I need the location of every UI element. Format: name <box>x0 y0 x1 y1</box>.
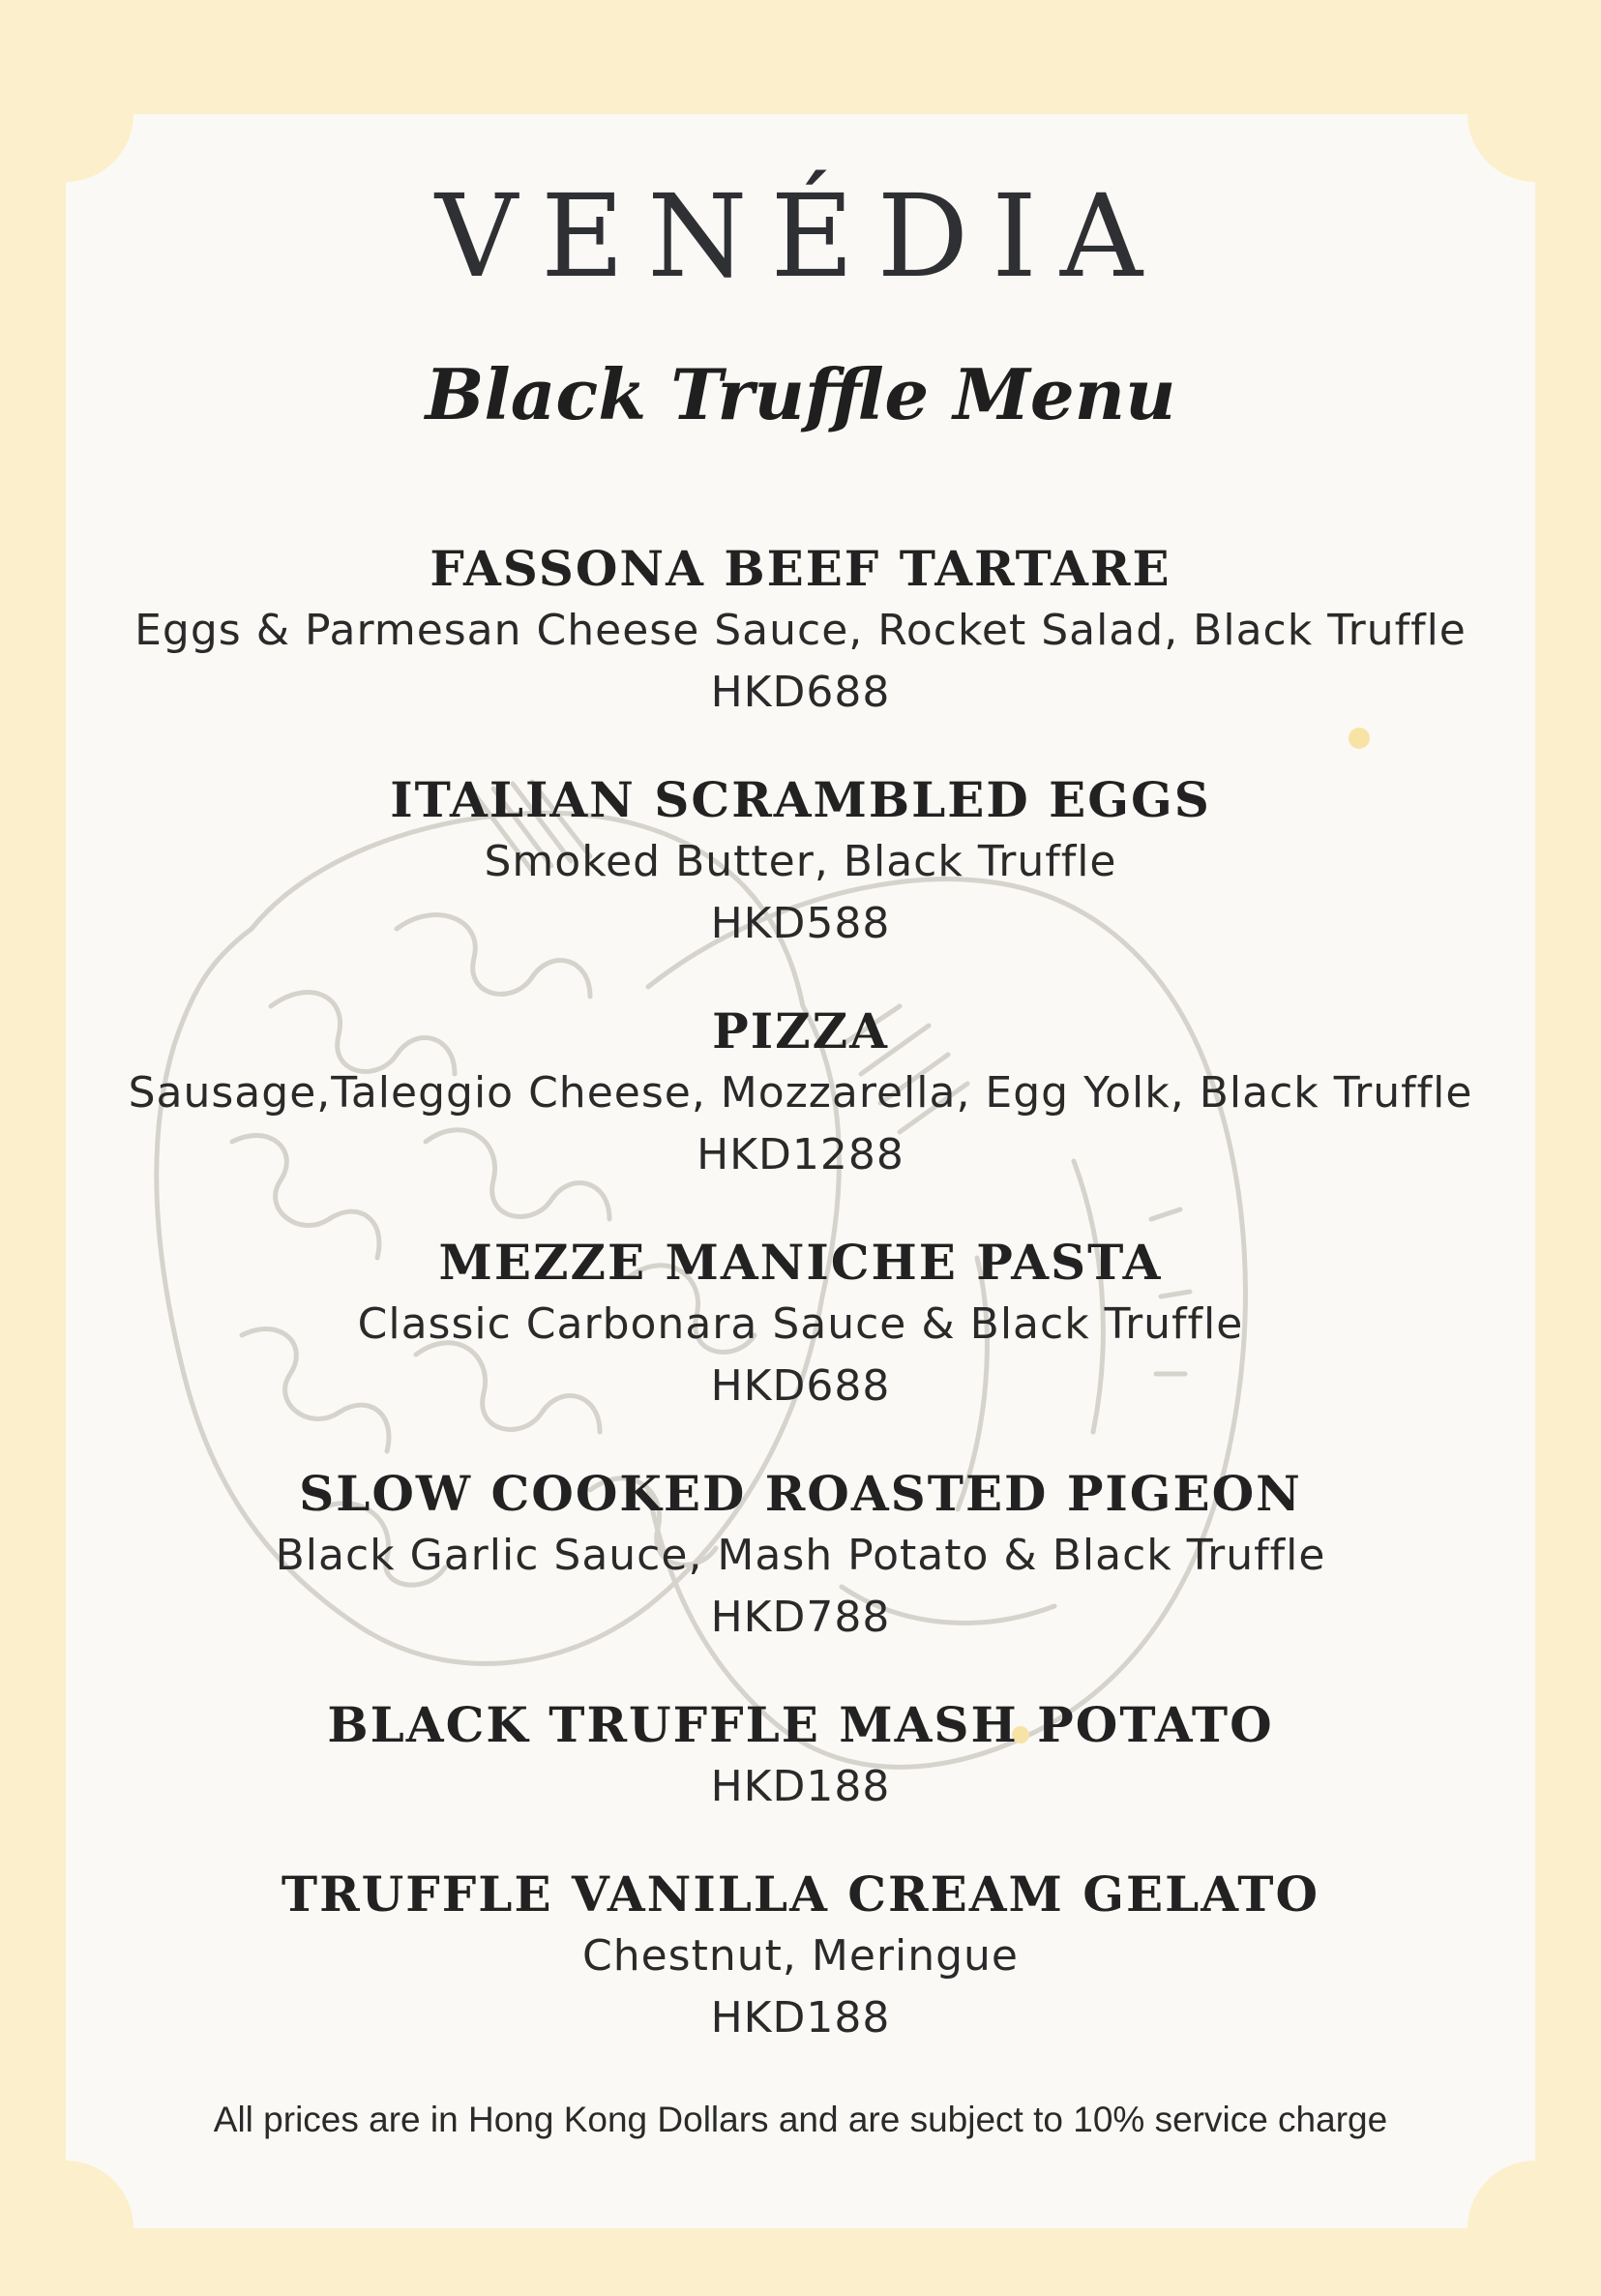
item-price: HKD188 <box>710 1762 891 1811</box>
scallop-corner <box>0 46 133 182</box>
item-description: Classic Carbonara Sauce & Black Truffle <box>357 1299 1244 1349</box>
item-name: ITALIAN SCRAMBLED EGGS <box>390 771 1211 828</box>
service-charge-note: All prices are in Hong Kong Dollars and are subject to 10% service charge <box>213 2100 1388 2139</box>
item-description: Chestnut, Meringue <box>582 1931 1019 1981</box>
menu-item <box>0 769 1601 955</box>
brand-logo: VENÉDIA <box>434 169 1167 303</box>
item-price: HKD788 <box>710 1593 891 1642</box>
item-price: HKD588 <box>710 899 891 948</box>
menu-title: Black Truffle Menu <box>425 353 1176 435</box>
scallop-corner <box>0 2161 133 2296</box>
item-name: SLOW COOKED ROASTED PIGEON <box>299 1465 1302 1522</box>
menu-item <box>0 1463 1601 1649</box>
item-description: Sausage,Taleggio Cheese, Mozzarella, Egg Yolk, Black Truffle <box>128 1068 1473 1118</box>
item-name: BLACK TRUFFLE MASH POTATO <box>327 1696 1274 1753</box>
item-price: HKD688 <box>710 668 891 717</box>
item-description: Black Garlic Sauce, Mash Potato & Black Truffle <box>275 1531 1326 1580</box>
item-description: Smoked Butter, Black Truffle <box>484 837 1117 886</box>
scallop-corner <box>1468 46 1601 182</box>
item-name: MEZZE MANICHE PASTA <box>438 1234 1163 1291</box>
menu-item <box>0 1694 1601 1818</box>
item-price: HKD188 <box>710 1993 891 2043</box>
scallop-corner <box>1468 2161 1601 2296</box>
decorative-dot <box>1349 728 1370 749</box>
menu-item <box>0 1864 1601 2049</box>
menu-item <box>0 1232 1601 1417</box>
menu-item <box>0 1000 1601 1186</box>
item-description: Eggs & Parmesan Cheese Sauce, Rocket Salad, Black Truffle <box>134 606 1467 655</box>
item-name: FASSONA BEEF TARTARE <box>430 540 1171 597</box>
menu-item <box>0 538 1601 724</box>
item-price: HKD688 <box>710 1361 891 1411</box>
item-name: TRUFFLE VANILLA CREAM GELATO <box>281 1865 1320 1923</box>
item-price: HKD1288 <box>697 1130 904 1179</box>
item-name: PIZZA <box>712 1002 889 1059</box>
